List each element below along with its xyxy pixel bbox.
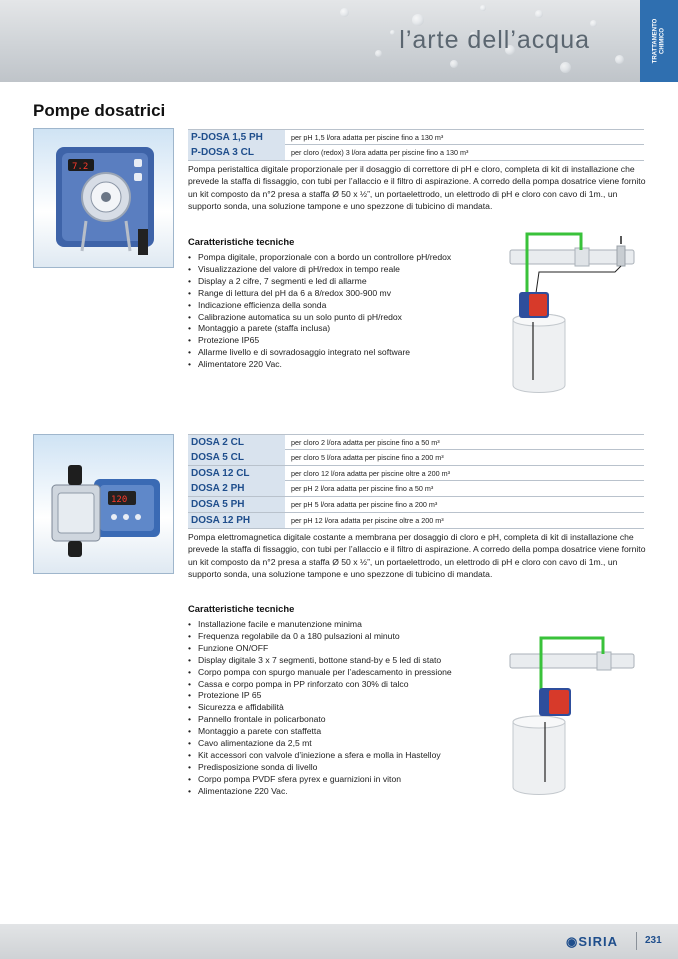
model-code: P-DOSA 3 CL — [188, 145, 285, 160]
footer-divider — [636, 932, 637, 950]
list-item: • Installazione facile e manutenzione minima — [188, 619, 452, 631]
list-item: • Indicazione efficienza della sonda — [188, 300, 451, 312]
model-description: per cloro 2 l/ora adatta per piscine fino a 50 m³ — [291, 438, 440, 447]
list-item: • Visualizzazione del valore di pH/redox in tempo reale — [188, 264, 451, 276]
dosa-model-table — [188, 434, 644, 529]
dosa-pump-photo — [33, 434, 174, 574]
p-dosa-model-table — [188, 129, 644, 161]
list-item: • Montaggio a parete con staffetta — [188, 726, 452, 738]
list-item: • Corpo pompa con spurgo manuale per l’adescamento in pressione — [188, 667, 452, 679]
table-row — [188, 481, 644, 497]
list-item: • Calibrazione automatica su un solo punto di pH/redox — [188, 312, 451, 324]
p-dosa-features-title: Caratteristiche tecniche — [188, 236, 295, 247]
list-item: • Frequenza regolabile da 0 a 180 pulsazioni al minuto — [188, 631, 452, 643]
list-item: • Allarme livello e di sovradosaggio integrato nel software — [188, 347, 451, 359]
model-description: per cloro 5 l/ora adatta per piscine fino a 200 m³ — [291, 452, 444, 462]
peristaltic-pump-illustration — [34, 129, 173, 267]
model-code: DOSA 2 CL — [188, 435, 285, 450]
p-dosa-pump-photo — [33, 128, 174, 268]
model-description: per cloro (redox) 3 l/ora adatta per piscine fino a 130 m³ — [291, 147, 469, 157]
list-item: • Pannello frontale in policarbonato — [188, 714, 452, 726]
list-item: • Predisposizione sonda di livello — [188, 762, 452, 774]
list-item: • Alimentazione 220 Vac. — [188, 786, 452, 798]
list-item: • Pompa digitale, proporzionale con a bordo un controllore pH/redox — [188, 252, 451, 264]
table-row — [188, 434, 644, 450]
model-code: DOSA 2 PH — [188, 481, 285, 496]
list-item: • Cavo alimentazione da 2,5 mt — [188, 738, 452, 750]
list-item: • Corpo pompa PVDF sfera pyrex e guarnizioni in viton — [188, 774, 452, 786]
model-description: per pH 5 l/ora adatta per piscine fino a 200 m³ — [291, 500, 438, 510]
list-item: • Kit accessori con valvole d’iniezione a sfera e molla in Hastelloy — [188, 750, 452, 762]
model-code: DOSA 12 PH — [188, 513, 285, 528]
model-code: DOSA 5 PH — [188, 497, 285, 512]
logo-symbol-icon: ◉ — [566, 934, 579, 949]
svg-text:120: 120 — [111, 495, 128, 505]
page-number: 231 — [645, 935, 662, 946]
installation-diagram-illustration — [505, 632, 640, 802]
table-row — [188, 145, 644, 161]
list-item: • Protezione IP65 — [188, 335, 451, 347]
p-dosa-installation-diagram — [505, 230, 640, 400]
installation-diagram-illustration — [505, 230, 640, 400]
table-row — [188, 497, 644, 513]
model-description: per pH 1,5 l/ora adatta per piscine fino a 130 m³ — [291, 133, 444, 142]
list-item: • Montaggio a parete (staffa inclusa) — [188, 323, 451, 335]
svg-text:7.2: 7.2 — [72, 162, 89, 172]
membrane-pump-illustration — [34, 435, 173, 573]
list-item: • Range di lettura del pH da 6 a 8/redox 300-900 mv — [188, 288, 451, 300]
side-tab-line2: CHIMICO — [659, 28, 666, 55]
model-description: per pH 2 l/ora adatta per piscine fino a 50 m³ — [291, 484, 434, 494]
table-row — [188, 129, 644, 145]
list-item: • Sicurezza e affidabilità — [188, 702, 452, 714]
model-code: DOSA 5 CL — [188, 450, 285, 465]
list-item: • Funzione ON/OFF — [188, 643, 452, 655]
model-code: DOSA 12 CL — [188, 466, 285, 481]
table-row — [188, 466, 644, 482]
table-row — [188, 513, 644, 529]
side-tab-line1: TRATTAMENTO — [652, 18, 659, 64]
list-item: • Display digitale 3 x 7 segmenti, bottone stand-by e 5 led di stato — [188, 655, 452, 667]
brand-name: SIRIA — [578, 934, 619, 949]
dosa-features-list — [188, 619, 452, 798]
table-row — [188, 450, 644, 466]
list-item: • Display a 2 cifre, 7 segmenti e led di allarme — [188, 276, 451, 288]
header-title: l’arte dell’acqua — [399, 26, 590, 54]
page-title: Pompe dosatrici — [33, 101, 166, 120]
list-item: • Cassa e corpo pompa in PP rinforzato con 30% di talco — [188, 679, 452, 691]
model-description: per cloro 12 l/ora adatta per piscine oltre a 200 m³ — [291, 468, 451, 478]
p-dosa-description: Pompa peristaltica digitale proporzionale per il dosaggio di correttore di pH e cloro, completa di kit di installazione che prevede la staffa di fissaggio, con tubi per l’allaccio e il filtro di aspirazione. A corredo della pompa dosatrice viene fornito un kit composto da n°2 presa a staffa Ø 50 x ½”, un portaelettrodo, un elettrodo di pH e cloro con cavo di 1m., un supporto sonda, una soluzione tampone e uno spezzone di tubicino di mandata. — [188, 164, 646, 211]
model-code: P-DOSA 1,5 PH — [188, 130, 285, 145]
list-item: • Protezione IP 65 — [188, 690, 452, 702]
dosa-description: Pompa elettromagnetica digitale costante a membrana per dosaggio di cloro e pH, completa di kit di installazione che prevede la staffa di fissaggio, con tubi per l’allaccio e il filtro di aspirazione. A corredo della pompa dosatrice viene fornito un kit composto da n°2 presa a staffa Ø 50 x ½”, un portaelettrodo, un elettrodo di pH e cloro con cavo di 1m., un supporto sonda, una soluzione tampone e uno spezzone di tubicino di mandata. — [188, 532, 646, 579]
siria-logo — [566, 934, 618, 950]
side-tab-label — [640, 0, 678, 82]
dosa-installation-diagram — [505, 632, 640, 802]
dosa-features-title: Caratteristiche tecniche — [188, 603, 295, 614]
model-description: per pH 12 l/ora adatta per piscine oltre a 200 m³ — [291, 515, 444, 525]
list-item: • Alimentatore 220 Vac. — [188, 359, 451, 371]
p-dosa-features-list — [188, 252, 451, 371]
